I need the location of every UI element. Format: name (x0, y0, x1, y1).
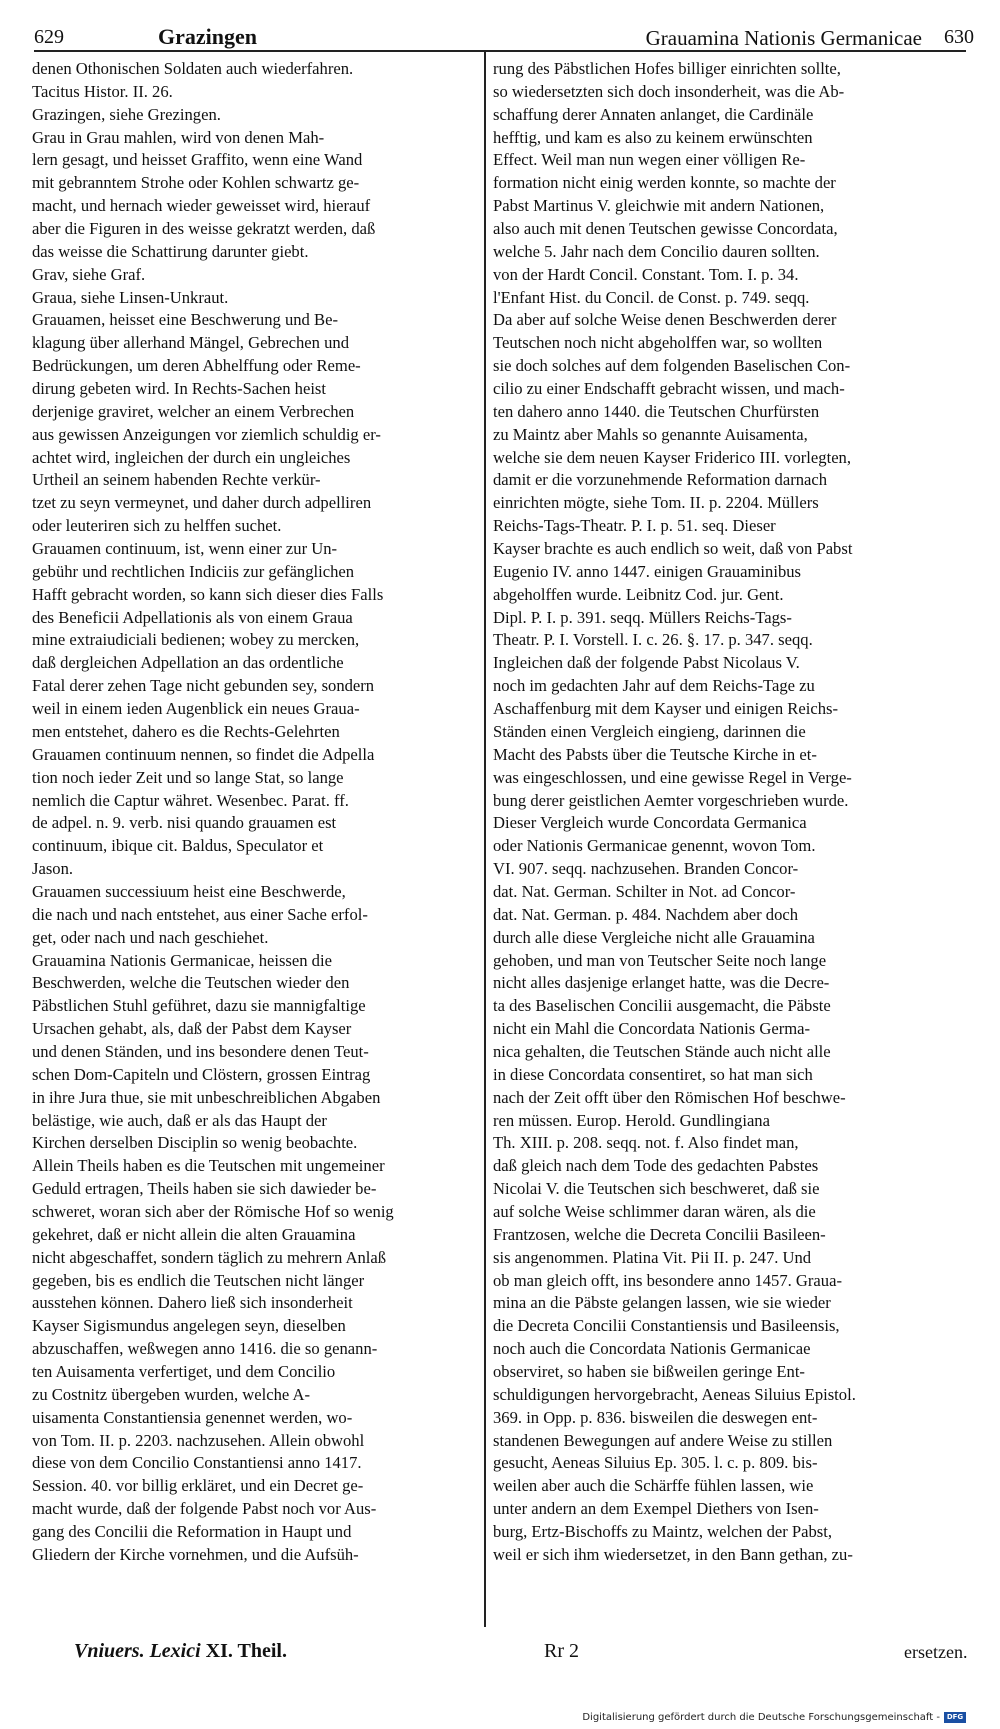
text-line: ren müssen. Europ. Herold. Gundlingiana (493, 1110, 770, 1130)
text-line: men entstehet, dahero es die Rechts-Gelehrten (32, 721, 340, 741)
text-line: abgeholffen wurde. Leibnitz Cod. jur. Gent. (493, 584, 784, 604)
text-line: abzuschaffen, weßwegen anno 1416. die so genann- (32, 1339, 378, 1359)
text-line: gesucht, Aeneas Siluius Ep. 305. l. c. p. 809. bis- (493, 1453, 818, 1473)
text-line: Teutschen noch nicht abgeholffen war, so wollten (493, 333, 823, 353)
text-line: bung derer geistlichen Aemter vorgeschrieben wurde. (493, 790, 849, 810)
text-line: einrichten mögte, siehe Tom. II. p. 2204. Müllers (493, 493, 819, 513)
text-line: Macht des Pabsts über die Teutsche Kirche in et- (493, 744, 817, 764)
text-line: oder Nationis Germanicae genennt, wovon Tom. (493, 836, 816, 856)
text-line: nica gehalten, die Teutschen Stände auch nicht alle (493, 1041, 831, 1061)
text-line: weilen aber auch die Schärffe fühlen lassen, wie (493, 1476, 814, 1496)
text-line: formation nicht einig werden konnte, so machte der (493, 173, 836, 193)
text-line: nemlich die Captur währet. Wesenbec. Parat. ff. (32, 790, 349, 810)
text-line: dat. Nat. German. p. 484. Nachdem aber doch (493, 904, 799, 924)
text-line: Päbstlichen Stuhl geführet, dazu sie mannigfaltige (32, 996, 366, 1016)
text-line: und denen Ständen, und ins besondere denen Teut- (32, 1041, 369, 1061)
text-line: sis angenommen. Platina Vit. Pii II. p. 247. Und (493, 1247, 812, 1267)
text-line: welche 5. Jahr nach dem Concilio dauren sollten. (493, 241, 820, 261)
text-line: Th. XIII. p. 208. seqq. not. f. Also findet man, (493, 1133, 799, 1153)
text-line: dat. Nat. German. Schilter in Not. ad Concor- (493, 881, 796, 901)
text-line: Reichs-Tags-Theatr. P. I. p. 51. seq. Dieser (493, 516, 776, 536)
text-line: daß dergleichen Adpellation an das ordentliche (32, 653, 344, 673)
text-line: Urtheil an seinem habenden Rechte verkür- (32, 470, 321, 490)
text-line: Bedrückungen, um deren Abhelffung oder Reme- (32, 356, 361, 376)
text-line: ten Auisamenta verfertiget, und dem Concilio (32, 1361, 336, 1381)
text-line: ta des Baselischen Concilii ausgemacht, die Päbste (493, 996, 831, 1016)
text-line: zu Costnitz übergeben wurden, welche A- (32, 1384, 311, 1404)
column-divider (484, 52, 486, 1627)
text-line: in diese Concordata consentiret, so hat man sich (493, 1064, 813, 1084)
text-line: Effect. Weil man nun wegen einer völligen Re- (493, 150, 806, 170)
right-page-number: 630 (944, 26, 974, 48)
text-line: Grauamen successiuum heist eine Beschwerde, (32, 881, 346, 901)
text-line: was eingeschlossen, und eine gewisse Regel in Verge- (493, 767, 852, 787)
catchword: ersetzen. (904, 1642, 968, 1662)
text-line: Hafft gebracht worden, so kann sich dieser dies Falls (32, 584, 384, 604)
credit-text: Digitalisierung gefördert durch die Deutsche Forschungsgemeinschaft - (582, 1711, 940, 1723)
text-line: damit er die vorzunehmende Reformation darnach (493, 470, 828, 490)
text-line: nicht ein Mahl die Concordata Nationis Germa- (493, 1019, 811, 1039)
text-line: tzet zu seyn vermeynet, und daher durch adpelliren (32, 493, 372, 513)
signature-volume: XI. Theil. (205, 1640, 287, 1662)
text-line: schweret, woran sich aber der Römische Hof so wenig (32, 1201, 394, 1221)
text-line: Beschwerden, welche die Teutschen wieder den (32, 973, 350, 993)
text-line: Tacitus Histor. II. 26. (32, 81, 173, 101)
text-line: macht, und hernach wieder geweisset wird, hierauf (32, 196, 371, 216)
text-line: des Beneficii Adpellationis als von einem Graua (32, 607, 353, 627)
text-line: Ingleichen daß der folgende Pabst Nicolaus V. (493, 653, 800, 673)
left-running-title: Grazingen (158, 24, 257, 49)
text-line: gehoben, und man von Teutscher Seite noch lange (493, 950, 827, 970)
text-line: Kayser Sigismundus angelegen seyn, dieselben (32, 1316, 346, 1336)
dfg-logo: DFG (944, 1712, 966, 1723)
text-line: Theatr. P. I. Vorstell. I. c. 26. §. 17. p. 347. seqq. (493, 630, 813, 650)
signature-mark: Rr 2 (544, 1640, 579, 1662)
text-line: gang des Concilii die Reformation in Haupt und (32, 1522, 352, 1541)
text-line: Pabst Martinus V. gleichwie mit andern Nationen, (493, 196, 825, 216)
text-line: Grauamen, heisset eine Beschwerung und Be- (32, 310, 338, 330)
text-line: Gliedern der Kirche vornehmen, und die Aufsüh- (32, 1544, 359, 1564)
text-line: Session. 40. vor billig erkläret, und ein Decret ge- (32, 1476, 364, 1496)
text-line: die nach und nach entstehet, aus einer Sache erfol- (32, 904, 368, 924)
text-line: nicht alles dasjenige erlanget hatte, was die Decre- (493, 973, 830, 993)
text-line: Grauamen continuum nennen, so findet die Adpella (32, 744, 375, 764)
text-line: klagung über allerhand Mängel, Gebrechen und (32, 333, 350, 353)
text-line: Kayser brachte es auch endlich so weit, daß von Pabst (493, 539, 853, 559)
text-line: mina an die Päbste gelangen lassen, wie sie wieder (493, 1293, 831, 1313)
text-line: Grauamen continuum, ist, wenn einer zur Un- (32, 539, 338, 559)
text-line: hefftig, und kam es also zu keinem erwünschten (493, 127, 813, 147)
text-line: Dieser Vergleich wurde Concordata Germanica (493, 813, 807, 833)
text-line: von Tom. II. p. 2203. nachzusehen. Allein obwohl (32, 1430, 365, 1450)
text-line: also auch mit denen Teutschen gewisse Concordata, (493, 219, 838, 239)
text-line: Eugenio IV. anno 1447. einigen Grauaminibus (493, 561, 802, 581)
text-line: das weisse die Schattirung darunter giebt. (32, 241, 309, 261)
text-line: sie doch solches auf dem folgenden Baselischen Con- (493, 356, 851, 376)
text-line: cilio zu einer Endschafft gebracht wissen, und mach- (493, 379, 845, 399)
text-line: schaffung derer Annaten anlanget, die Cardinäle (493, 104, 814, 124)
text-line: gebühr und rechtlichen Indiciis zur gefänglichen (32, 561, 355, 581)
text-line: diese von dem Concilio Constantiensi anno 1417. (32, 1453, 362, 1473)
text-line: mine extraiudiciali bedienen; wobey zu mercken, (32, 630, 360, 650)
text-line: standenen Bewegungen auf andere Weise zu stillen (493, 1430, 833, 1450)
text-line: observiret, so haben sie bißweilen geringe Ent- (493, 1361, 805, 1381)
text-line: gegeben, bis es endlich die Teutschen nicht länger (32, 1270, 365, 1290)
text-line: in ihre Jura thue, sie mit unbeschreiblichen Abgaben (32, 1087, 381, 1107)
text-line: oder leuteriren sich zu helffen suchet. (32, 516, 282, 536)
text-line: Grazingen, siehe Grezingen. (32, 104, 221, 124)
text-line: Grau in Grau mahlen, wird von denen Mah- (32, 127, 325, 147)
text-line: burg, Ertz-Bischoffs zu Maintz, welchen der Pabst, (493, 1522, 833, 1541)
text-line: dirung gebeten wird. In Rechts-Sachen heist (32, 379, 326, 399)
text-line: tion noch ieder Zeit und so lange Stat, so lange (32, 767, 344, 787)
text-line: von der Hardt Concil. Constant. Tom. I. p. 34. (493, 264, 799, 284)
text-line: die Decreta Concilii Constantiensis und Basileensis, (493, 1316, 840, 1336)
signature-title: Vniuers. Lexici (74, 1640, 201, 1662)
text-line: continuum, ibique cit. Baldus, Speculator et (32, 836, 324, 856)
text-line: de adpel. n. 9. verb. nisi quando grauamen est (32, 813, 337, 833)
text-line: schen Dom-Capiteln und Clöstern, grossen Eintrag (32, 1064, 371, 1084)
text-line: macht wurde, daß der folgende Pabst noch vor Aus- (32, 1499, 377, 1519)
text-line: Jason. (32, 859, 74, 879)
text-line: VI. 907. seqq. nachzusehen. Branden Concor- (493, 859, 799, 879)
signature-line (74, 1640, 287, 1663)
text-line: weil in einem ieden Augenblick ein neues Grauа- (32, 699, 360, 719)
text-line: rung des Päbstlichen Hofes billiger einrichten sollte, (493, 59, 841, 78)
text-line: unter andern an dem Exempel Diethers von Isen- (493, 1499, 819, 1519)
text-line: weil er sich ihm wiedersetzet, in den Bann gethan, zu- (493, 1544, 853, 1564)
text-line: derjenige graviret, welcher an einem Verbrechen (32, 401, 355, 421)
text-line: denen Othonischen Soldaten auch wiederfahren. (32, 59, 354, 78)
text-line: Ursachen gehabt, als, daß der Pabst dem Kayser (32, 1019, 352, 1039)
text-line: daß gleich nach dem Tode des gedachten Pabstes (493, 1156, 819, 1176)
text-line: Allein Theils haben es die Teutschen mit ungemeiner (32, 1156, 385, 1176)
text-line: Frantzosen, welche die Decreta Concilii Basileen- (493, 1224, 826, 1244)
text-line: 369. in Opp. p. 836. bisweilen die deswegen ent- (493, 1407, 818, 1427)
text-line: noch auch die Concordata Nationis Germanicae (493, 1339, 811, 1359)
right-running-title: Grauamina Nationis Germanicae (645, 26, 922, 50)
text-line: nicht abgeschaffet, sondern täglich zu mehrern Anlaß (32, 1247, 387, 1267)
text-line: noch im gedachten Jahr auf dem Reichs-Tage zu (493, 676, 815, 696)
text-line: Nicolai V. die Teutschen sich beschweret, daß sie (493, 1179, 820, 1199)
text-line: Kirchen derselben Disciplin so wenig beobachte. (32, 1133, 358, 1153)
text-line: ausstehen können. Dahero ließ sich insonderheit (32, 1293, 353, 1313)
text-line: uisamenta Constantiensia genennet werden, wo- (32, 1407, 353, 1427)
text-line: Grav, siehe Graf. (32, 264, 146, 284)
right-text-column (493, 58, 965, 1567)
text-line: lern gesagt, und heisset Graffito, wenn eine Wand (32, 150, 363, 170)
left-text-column (32, 58, 478, 1567)
text-line: nach der Zeit offt über den Römischen Hof beschwe- (493, 1087, 846, 1107)
header-rule (34, 50, 966, 52)
text-line: so wiedersetzten sich doch insonderheit, was die Ab- (493, 81, 845, 101)
text-line: aber die Figuren in des weisse gekratzt werden, daß (32, 219, 376, 239)
text-line: Ständen einen Vergleich eingieng, darinnen die (493, 721, 806, 741)
text-line: belästige, wie auch, daß er als das Haupt der (32, 1110, 327, 1130)
text-line: ten dahero anno 1440. die Teutschen Churfürsten (493, 401, 820, 421)
text-line: Geduld ertragen, Theils haben sie sich dawieder be- (32, 1179, 377, 1199)
text-line: get, oder nach und nach geschiehet. (32, 927, 269, 947)
text-line: Fatal derer zehen Tage nicht gebunden sey, sondern (32, 676, 375, 696)
text-line: gekehret, daß er nicht allein die alten Grauamina (32, 1224, 356, 1244)
left-page-number: 629 (34, 26, 64, 48)
text-line: achtet wird, ingleichen der durch ein ungleiches (32, 447, 351, 467)
text-line: Grauamina Nationis Germanicae, heissen die (32, 950, 332, 970)
text-line: durch alle diese Vergleiche nicht alle Grauamina (493, 927, 815, 947)
text-line: Dipl. P. I. p. 391. seqq. Müllers Reichs-Tags- (493, 607, 792, 627)
text-line: zu Maintz aber Mahls so genannte Auisamenta, (493, 424, 808, 444)
text-line: l'Enfant Hist. du Concil. de Const. p. 749. seqq. (493, 287, 810, 307)
text-line: aus gewissen Anzeigungen vor ziemlich schuldig er- (32, 424, 381, 444)
text-line: schuldigungen hervorgebracht, Aeneas Siluius Epistol. (493, 1384, 856, 1404)
text-line: mit gebranntem Strohe oder Kohlen schwartz ge- (32, 173, 360, 193)
text-line: ob man gleich offt, ins besondere anno 1457. Graua- (493, 1270, 842, 1290)
text-line: welche sie dem neuen Kayser Friderico III. vorlegten, (493, 447, 852, 467)
text-line: Da aber auf solche Weise denen Beschwerden derer (493, 310, 837, 330)
text-line: Graua, siehe Linsen-Unkraut. (32, 287, 229, 307)
digitization-credit (582, 1710, 966, 1724)
text-line: Aschaffenburg mit dem Kayser und einigen Reichs- (493, 699, 839, 719)
text-line: auf solche Weise schlimmer daran wären, als die (493, 1201, 816, 1221)
